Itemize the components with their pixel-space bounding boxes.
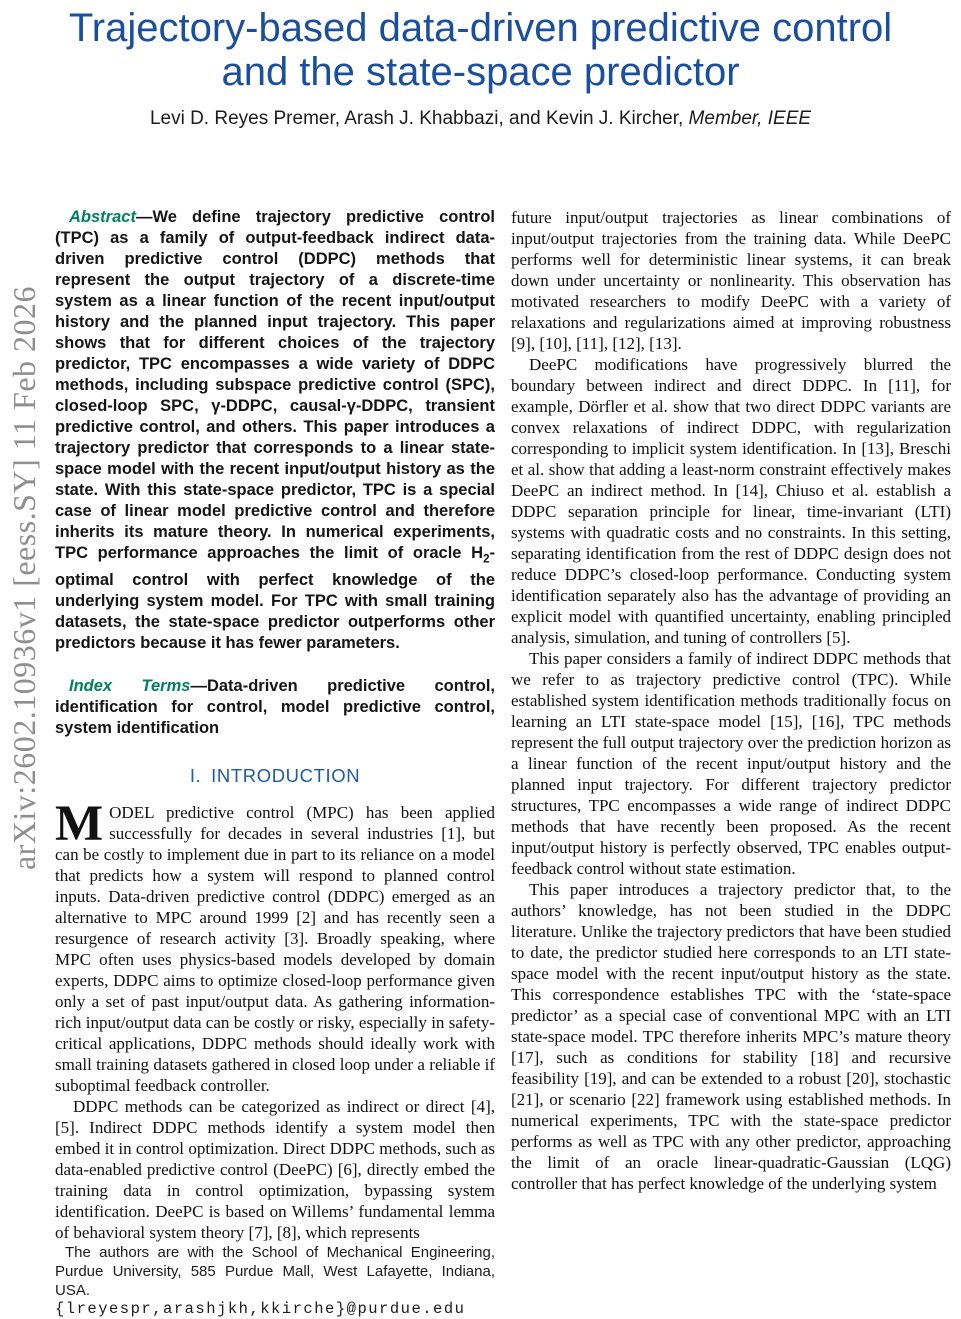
arxiv-watermark: arXiv:2602.10936v1 [eess.SY] 11 Feb 2026 (6, 285, 42, 871)
abstract-paragraph (55, 207, 495, 654)
paper-title-line1: Trajectory-based data-driven predictive control (68, 6, 893, 50)
abstract-lead-in: Abstract (69, 208, 136, 226)
right-paragraph-4: This paper introduces a trajectory predictor that, to the authors’ knowledge, has not been studied in the DDPC literature. Unlike the trajectory predictors that have been studied to date, the predictor studied here corresponds to an LTI state-space model with the recent input/output history as the state. This correspondence establishes TPC with the ‘state-space predictor’ as a special case of conventional MPC with an LTI state-space model. TPC therefore inherits MPC’s mature theory [17], such as conditions for stability [18] and recursive feasibility [19], and can be extended to a robust [20], stochastic [21], or scenario [22] framework using established methods. In numerical experiments, TPC with the state-space predictor performs as well as TPC with any other predictor, approaching the limit of an oracle linear-quadratic-Gaussian (LQG) controller that has perfect knowledge of the underlying system (511, 880, 951, 1193)
two-column-body (55, 207, 951, 1319)
section-heading-introduction: I. INTRODUCTION (189, 765, 361, 787)
abstract-text-1: We define trajectory predictive control (TPC) as a family of output-feedback indirect data-driven predictive control (DDPC) methods that represent the output trajectory of a discrete-time system as a linear function of the recent input/output history and the planned input trajectory. This paper shows that for different choices of the trajectory predictor, TPC encompasses a wide variety of DDPC methods, including subspace predictive control (SPC), closed-loop SPC, γ-DDPC, causal-γ-DDPC, transient predictive control, and others. This paper introduces a trajectory predictor that corresponds to a linear state-space model with the recent input/output history as the state. With this state-space predictor, TPC is a special case of linear model predictive control and therefore inherits its mature theory. In numerical experiments, TPC performance approaches the limit of oracle H (55, 208, 495, 562)
drop-cap: M (55, 796, 104, 853)
left-column (55, 207, 496, 1319)
right-paragraph-1: future input/output trajectories as linear combinations of input/output trajectories from the training data. While DeePC performs well for deterministic linear systems, it can break down under uncertainty or nonlinearity. This observation has motivated researchers to modify DeePC with a variety of relaxations and regularizations aimed at improving robustness [9], [10], [11], [12], [13]. (511, 208, 951, 353)
paper-title (40, 6, 921, 94)
footnote-affiliation: The authors are with the School of Mechanical Engineering, Purdue University, 585 Purdue Mall, West Lafayette, Indiana, USA. (55, 1244, 495, 1300)
footnote-email: {lreyespr,arashjkh,kkirche}@purdue.edu (55, 1300, 466, 1319)
right-column (511, 207, 951, 1200)
author-names: Levi D. Reyes Premer, Arash J. Khabbazi, and Kevin J. Kircher, (149, 108, 689, 129)
abstract-dash: — (135, 208, 153, 226)
index-terms-dash: — (190, 677, 207, 696)
intro-paragraph-2: DDPC methods can be categorized as indirect or direct [4], [5]. Indirect DDPC methods identify a system model then embed it in control optimization. Direct DDPC methods, such as data-enabled predictive control (DeePC) [6], directly embed the training data in control optimization, bypassing system identification. DeePC is based on Willems’ fundamental lemma of behavioral system theory [7], [8], which represents (55, 1097, 495, 1243)
index-terms-paragraph (55, 676, 495, 739)
author-footnote (55, 1243, 495, 1319)
intro-paragraph-1-text: ODEL predictive control (MPC) has been applied successfully for decades in several industries [1], but can be costly to implement due in part to its reliance on a model that predicts how a system will respond to planned control inputs. Data-driven predictive control (DDPC) emerged as an alternative to MPC around 1999 [2] and has recently seen a resurgence of research activity [3]. Broadly speaking, where MPC often uses physics-based models developed by domain experts, DDPC aims to optimize closed-loop performance given only a set of past input/output data. As gathering information-rich input/output data can be costly or risky, especially in safety-critical applications, DDPC methods should ideally work with small training datasets gathered in closed loop under a reliable if suboptimal feedback controller. (55, 803, 495, 1096)
paper-title-line2: and the state-space predictor (221, 50, 740, 94)
right-paragraph-2: DeePC modifications have progressively blurred the boundary between indirect and direct DDPC. In [11], for example, Dörfler et al. show that two direct DDPC variants are convex relaxations of indirect DDPC, with regularization corresponding to implicit system identification. In [13], Breschi et al. show that adding a least-norm constraint effectively makes DeePC an indirect method. In [14], Chiuso et al. establish a DDPC separation principle for linear, time-invariant (LTI) systems with quadratic costs and no constraints. In this setting, separating identification from the rest of DDPC design does not reduce DDPC’s closed-loop performance. Conducting system identification separately also has the advantage of providing an explicit model with quantified uncertainty, enabling principled analysis, simulation, and tuning of controllers [5]. (511, 355, 951, 647)
author-line (0, 108, 961, 130)
abstract-text-2: -optimal control with perfect knowledge of the underlying system model. For TPC with small training datasets, the state-space predictor outperforms other predictors because it has fewer parameters. (55, 544, 495, 653)
author-membership: Member, IEEE (688, 108, 812, 129)
intro-paragraph-1 (55, 796, 495, 1096)
index-terms-text: Data-driven predictive control, identification for control, model predictive control, system identification (55, 677, 496, 738)
h2-subscript: 2 (483, 553, 490, 566)
right-paragraph-3: This paper considers a family of indirect DDPC methods that we refer to as trajectory predictive control (TPC). While established system identification methods traditionally focus on learning an LTI state-space model [15], [16], TPC methods represent the full output trajectory over the prediction horizon as a linear function of the recent input/output history and the planned input trajectory. For different trajectory predictor structures, TPC encompasses a wide range of indirect DDPC methods that have recently been proposed. As the recent input/output history is perfectly observed, TPC enables output-feedback control without state estimation. (511, 649, 951, 878)
paper-header (0, 0, 961, 130)
index-terms-lead-in: Index Terms (69, 677, 191, 696)
